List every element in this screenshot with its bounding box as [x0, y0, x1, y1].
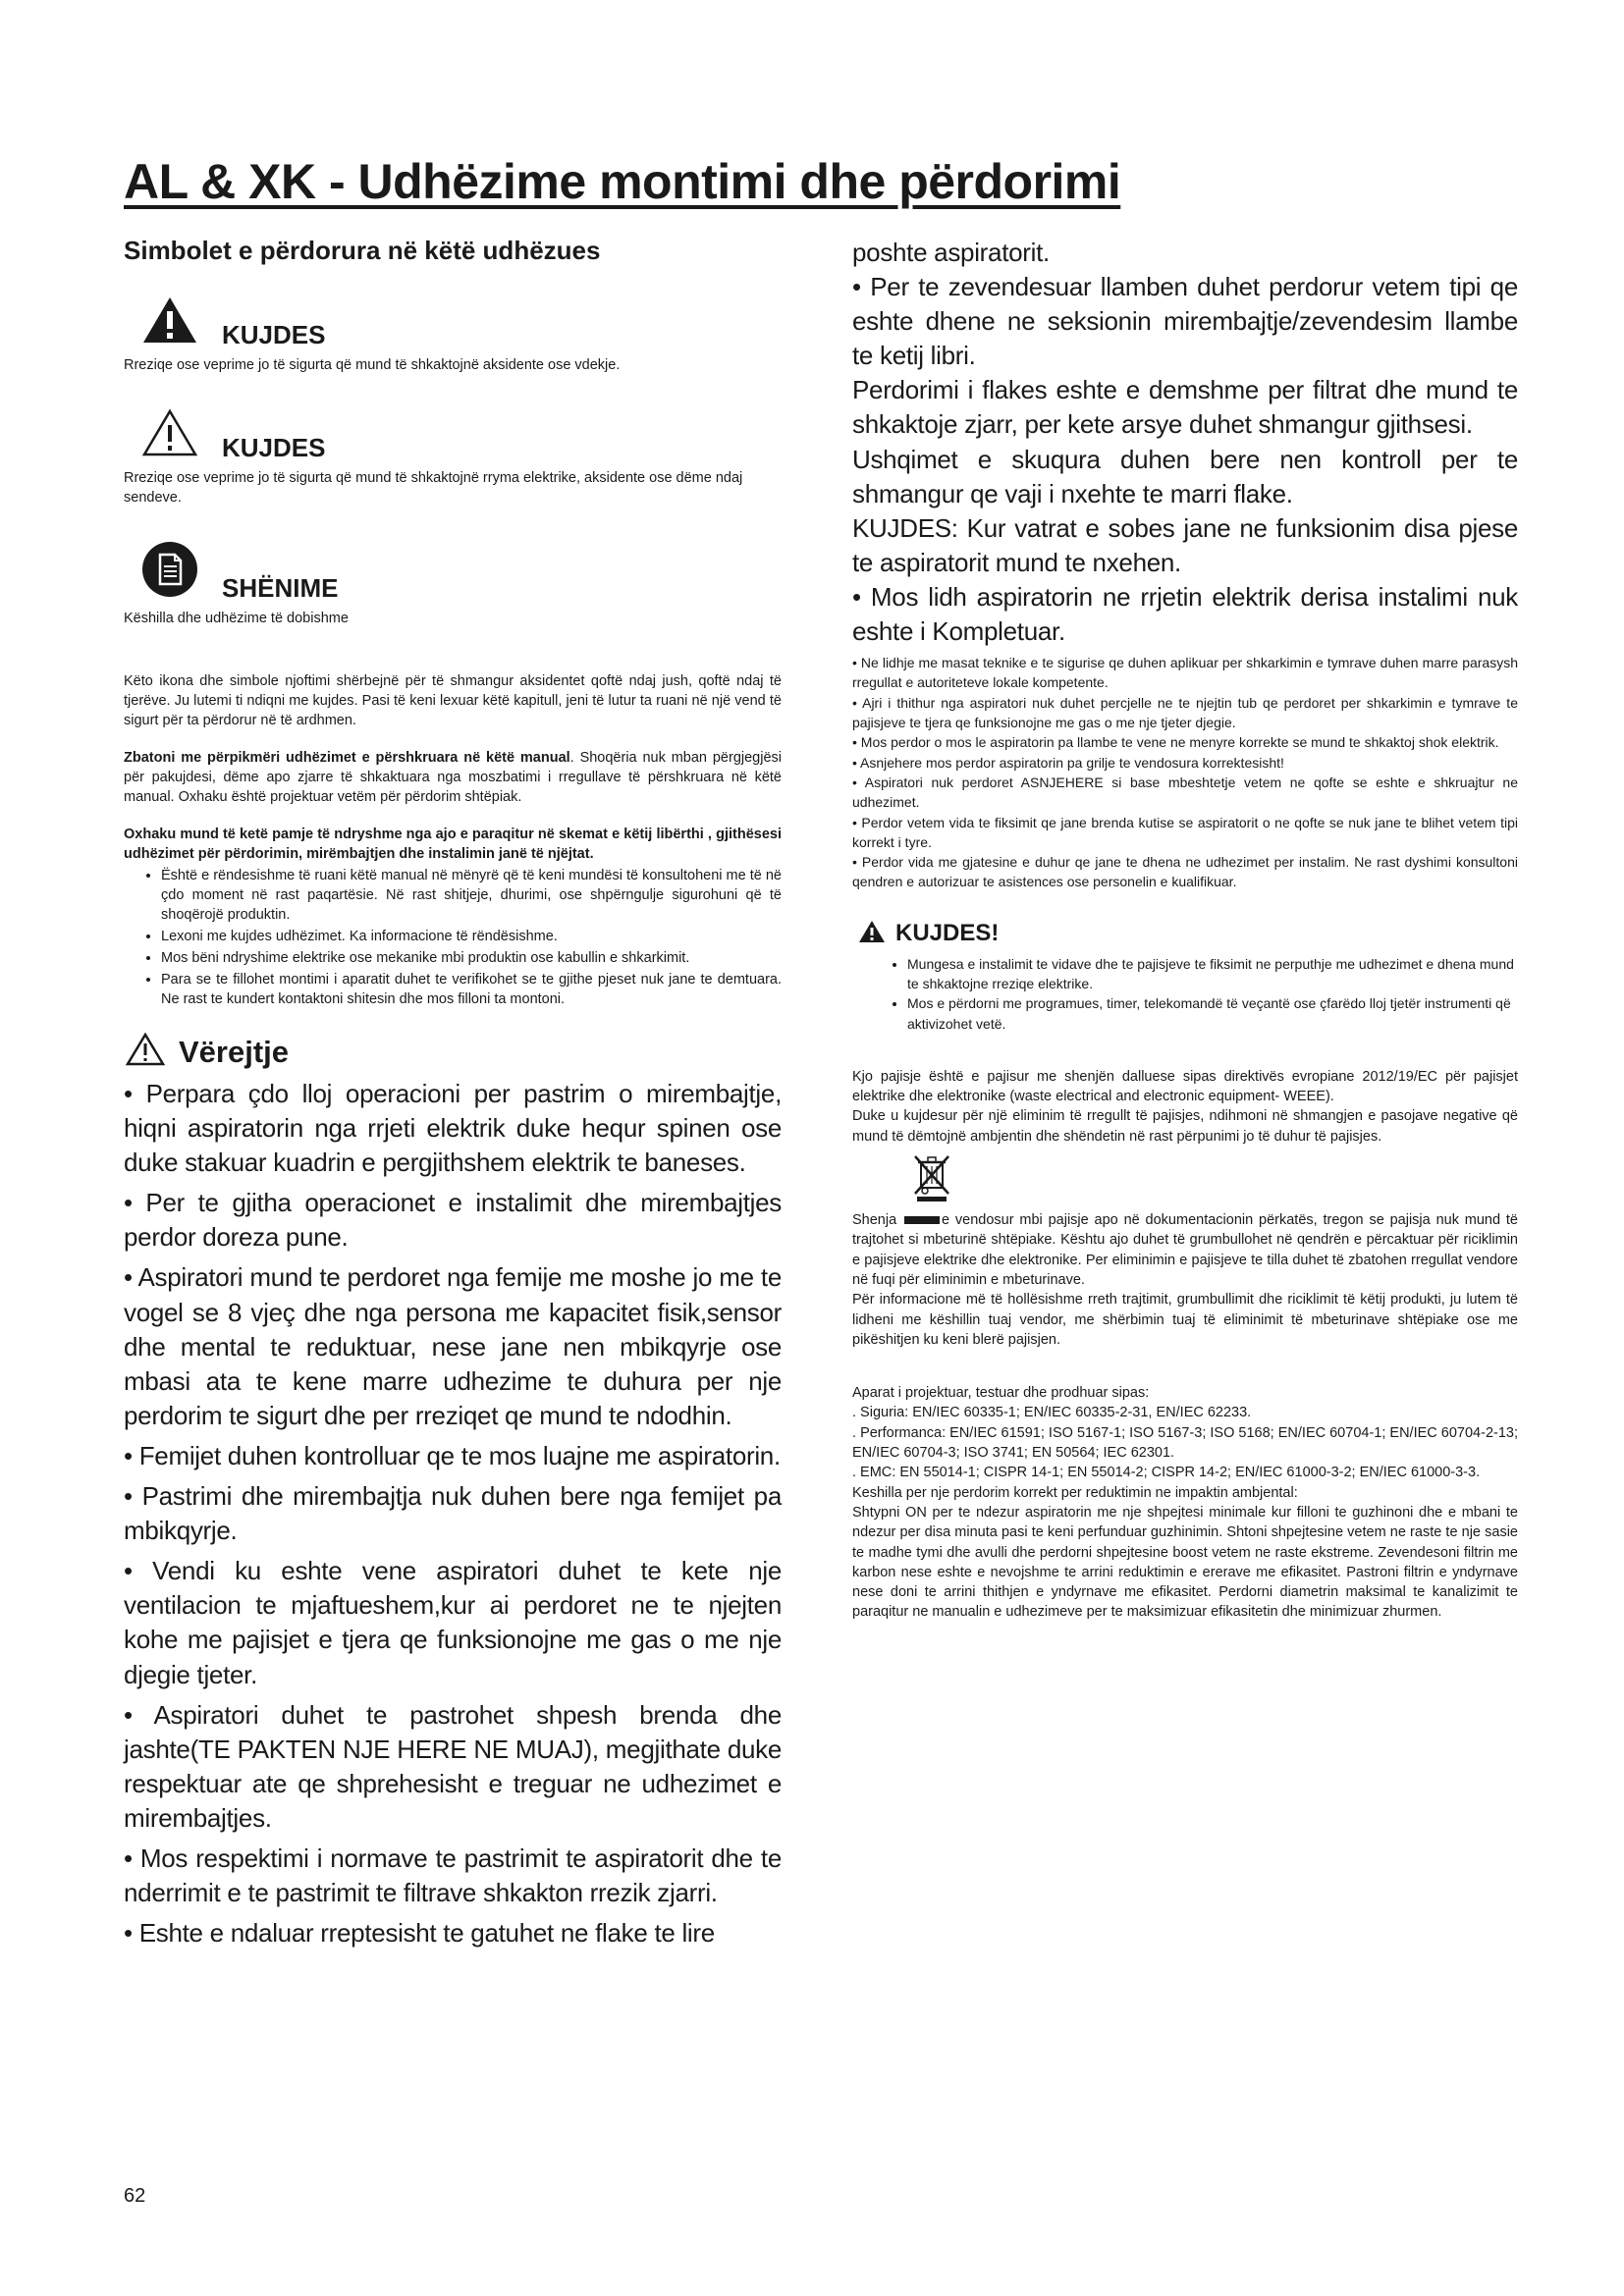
standards-line: . EMC: EN 55014-1; CISPR 14-1; EN 55014-2; CISPR 14-2; EN/IEC 61000-3-2; EN/IEC 61000-3-3. — [852, 1465, 1481, 1481]
informacione-paragraph: Për informacione më të hollësishme rreth trajtimit, grumbullimit dhe riciklimit të këtij produkti, ju lutem të lidheni me këshillin tuaj vendor, me shërbimin tuaj të eliminimit të mbeturinave shtëpiake ose me pikëshitjen ku keni blerë pajisjen. — [852, 1292, 1518, 1348]
right-big-text — [852, 236, 1518, 649]
big-paragraph: Perdorimi i flakes eshte e demshme per filtrat dhe mund te shkaktoje zjarr, per kete arsye duhet shmangur gjithsesi. — [852, 375, 1518, 440]
verejtje-item: • Pastrimi dhe mirembajtja nuk duhen bere nga femijet pa mbikqyrje. — [124, 1481, 782, 1546]
mid-paragraph: • Mos perdor o mos le aspiratorin pa llambe te vene ne menyre korrekte se mund te shkaktoj shok elektrik. — [852, 734, 1499, 751]
mid-paragraph: • Perdor vida me gjatesine e duhur qe jane te dhena ne udhezimet per instalim. Ne rast dyshimi konsultoni qendren e autorizuar te asistences ose personelin e kualifikuar. — [852, 854, 1518, 890]
note-document-icon — [141, 541, 198, 603]
left-column — [124, 236, 782, 1956]
warning-outline-icon — [126, 1033, 165, 1071]
small-bullet-list — [124, 866, 782, 1009]
notice-danger — [124, 295, 782, 375]
verejtje-body — [124, 1077, 782, 1950]
kujdes-section-title: KUJDES! — [895, 920, 1000, 947]
mid-paragraph: • Perdor vetem vida te fiksimit qe jane brenda kutise se aspiratorit o ne qofte se nuk jane te blihet vetem tipi korrekt i tyre. — [852, 814, 1518, 850]
notice-notes-text: Këshilla dhe udhëzime të dobishme — [124, 611, 349, 626]
right-mid-text — [852, 653, 1518, 892]
verejtje-item: • Mos respektimi i normave te pastrimit te aspiratorit dhe te nderrimit e te pastrimit te filtrave shkakton rrezik zjarri. — [124, 1842, 782, 1908]
notice-electric-text: Rreziqe ose veprime jo të sigurta që mund të shkaktojnë rryma elektrike, aksidente ose dëme ndaj sendeve. — [124, 470, 743, 506]
warning-filled-icon — [858, 920, 886, 948]
standards-line: Aparat i projektuar, testuar dhe prodhuar sipas: — [852, 1385, 1150, 1402]
standards-line: . Performanca: EN/IEC 61591; ISO 5167-1; ISO 5167-3; ISO 5168; EN/IEC 60704-1; EN/IEC 60704-2-13; EN/IEC 60704-3; ISO 3741; EN 50564; IEC 62301. — [852, 1424, 1518, 1462]
right-column — [852, 236, 1518, 1623]
black-bar-mark — [904, 1216, 940, 1224]
list-item: • Mos e përdorni me programues, timer, telekomandë të veçantë ose çfarëdo lloj tjetër instrumenti që aktivizohet vetë. — [907, 993, 1518, 1034]
verejtje-item: • Aspiratori mund te perdoret nga femije me moshe jo me te vogel se 8 vjeç dhe nga persona me kapacitet fisik,sensor dhe mental te reduktuar, nese jane nen mbikqyrje ose mbasi ata te kene marre udhezime te duhura per nje perdorim te sigurt dhe per rreziqet qe mund te ndodhin. — [124, 1262, 782, 1430]
zbatoni-paragraph — [124, 748, 782, 807]
zbatoni-bold: Zbatoni me përpikmëri udhëzimet e përshkruara në këtë manual — [124, 750, 570, 766]
notice-notes — [124, 541, 782, 628]
mid-paragraph: • Ajri i thithur nga aspiratori nuk duhet percjelle ne te njejtin tub qe perdoret per shkarkimin e tymrave te pajisjeve te tjera qe funksionojne me gas o me nje tjeter djegie. — [852, 694, 1518, 731]
standards-line: . Siguria: EN/IEC 60335-1; EN/IEC 60335-2-31, EN/IEC 62233. — [852, 1405, 1252, 1421]
notice-danger-text: Rreziqe ose veprime jo të sigurta që mund të shkaktojnë aksidente ose vdekje. — [124, 357, 621, 373]
big-paragraph: Ushqimet e skuqura duhen bere nen kontroll per te shmangur qe vaji i nxehte te marri flake. — [852, 444, 1518, 508]
shenja-paragraph: Shenja e vendosur mbi pajisje apo në dokumentacionin përkatës, tregon se pajisja nuk mund të trajtohet si mbeturinë shtëpiake. Kështu ajo duhet të grumbullohet në qendrën e përcaktuar për riciklimin e pajisjeve elektrike dhe elektronike. Per eliminimin e pajisjeve te tilla duhet të zbatohen rregullat vendore në fuqi për eliminimin e mbeturinave. — [852, 1212, 1518, 1288]
notice-danger-title: KUJDES — [222, 320, 326, 349]
weee-block — [852, 1067, 1518, 1623]
symbols-heading: Simbolet e përdorura në këtë udhëzues — [124, 236, 601, 265]
big-paragraph: • Mos lidh aspiratorin ne rrjetin elektrik derisa instalimi nuk eshte i Kompletuar. — [852, 581, 1518, 647]
verejtje-title: Vërejtje — [179, 1034, 290, 1069]
weee-paragraph: Kjo pajisje është e pajisur me shenjën dalluese sipas direktivës evropiane 2012/19/EC për pajisjet elektrike dhe elektronike (waste electrical and electronic equipment- WEEE). — [852, 1068, 1518, 1105]
big-paragraph: poshte aspiratorit. — [852, 238, 1050, 267]
big-paragraph: • Per te zevendesuar llamben duhet perdorur vetem tipi qe eshte dhene ne seksionin mirembajtje/zevendesim llambe te ketij libri. — [852, 272, 1518, 371]
warning-filled-icon — [141, 295, 198, 349]
big-paragraph: KUJDES: Kur vatrat e sobes jane ne funksionim disa pjese te aspiratorit mund te nxehen. — [852, 512, 1518, 577]
verejtje-item: • Aspiratori duhet te pastrohet shpesh brenda dhe jashte(TE PAKTEN NJE HERE NE MUAJ), megjithate duke respektuar ate qe shprehesisht e treguar ne udhezimet e mirembajtjes. — [124, 1699, 782, 1833]
verejtje-item: • Eshte e ndaluar rreptesisht te gatuhet ne flake te lire — [124, 1918, 715, 1949]
zbatoni-rest: . Shoqëria nuk mban përgjegjësi për pakujdesi, dëme apo zjarre të shkaktuara nga moszbatimi i rregullave të përshkruara në këtë manual. Oxhaku është projektuar vetëm për përdorim shtëpiak. — [124, 750, 782, 805]
standards-line: Keshilla per nje perdorim korrekt per reduktimin ne impaktin ambjental: — [852, 1484, 1298, 1501]
warning-outline-icon — [141, 408, 198, 462]
list-item: • Mungesa e instalimit te vidave dhe te pajisjeve te fiksimit ne perputhje me udhezimet e dhena mund te shkaktojne rreziqe elektrike. — [907, 954, 1518, 994]
intro-paragraph: Këto ikona dhe simbole njoftimi shërbejnë për të shmangur aksidentet qoftë ndaj jush, qoftë ndaj të tjerëve. Ju lutemi ti ndiqni me kujdes. Pasi të keni lexuar këtë kapitull, jeni të lutur ta ruani në një vend të sigurt për ta përdorur në të ardhmen. — [124, 673, 782, 728]
notice-electric — [124, 408, 782, 507]
page-title: AL & XK - Udhëzime montimi dhe përdorimi — [124, 154, 1121, 209]
list-item: • Mos bëni ndryshime elektrike ose mekanike mbi produktin ose kabullin e shkarkimit. — [161, 948, 782, 968]
verejtje-header — [126, 1033, 782, 1071]
verejtje-item: • Femijet duhen kontrolluar qe te mos luajne me aspiratorin. — [124, 1440, 781, 1470]
notice-notes-title: SHËNIME — [222, 573, 339, 603]
list-item: • Lexoni me kujdes udhëzimet. Ka informacione të rëndësishme. — [161, 927, 782, 946]
standards-line: Shtypni ON per te ndezur aspiratorin me nje shpejtesi minimale kur filloni te guzhinoni dhe e mbani te ndezur per disa minuta pasi te keni perfunduar guzhinimin. Shtoni shpejtesine vetem ne raste te nje sasie te madhe tymi dhe avulli dhe perdorni shpejtesine boost vetem ne raste ekstreme. Zevendesoni filtrin me karbon nese eshte e nevojshme te arrini reduktimin e ererave me efikasitet. Pastroni filtrin e yndyrnave nese doni te arrini thithjen e yndyrnave me efikasitet. Perdorni diametrin maksimal te kanalizimit te paraqitur ne manualin e udhezimeve per te maksimizuar efikasitetin dhe minimizuar zhurmen. — [852, 1504, 1518, 1621]
kujdes-section-header — [858, 920, 1518, 948]
mid-paragraph: • Aspiratori nuk perdoret ASNJEHERE si base mbeshtetje vetem ne qofte se eshte e shkruajtur ne udhezimet. — [852, 774, 1518, 811]
verejtje-item: • Perpara çdo lloj operacioni per pastrim o mirembajtje, hiqni aspiratorin nga rrjeti elektrik duke hequr spinen ose duke stakuar kuadrin e pergjithshem elektrik te baneses. — [124, 1079, 782, 1178]
notice-electric-title: KUJDES — [222, 433, 326, 462]
list-item: • Para se te fillohet montimi i aparatit duhet te verifikohet se te gjithe pjeset nuk jane te demtuara. Ne rast te kundert kontaktoni shitesin dhe mos filloni ta montoni. — [161, 970, 782, 1009]
list-item: • Është e rëndesishme të ruani këtë manual në mënyrë që të keni mundësi të konsultoheni me të në çdo moment në rast paqartësie. Në rast shitjeje, dhurimi, ose shpërngulje sigurohuni që të shoqërojë produktin. — [161, 866, 782, 925]
kujdes-list — [852, 954, 1518, 1034]
mid-paragraph: • Ne lidhje me masat teknike e te sigurise qe duhen aplikuar per shkarkimin e tymrave duhen marre parasysh rregullat e autoriteteve lokale kompetente. — [852, 655, 1518, 691]
verejtje-item: • Per te gjitha operacionet e instalimit dhe mirembajtjes perdor doreza pune. — [124, 1188, 782, 1253]
page-number: 62 — [124, 2185, 146, 2207]
weee-paragraph: Duke u kujdesur për një eliminim të rregullt të pajisjes, ndihmoni në shmangjen e pasojave negative që mund të dëmtojnë ambjentin dhe shëndetin në rast përpunimi jo të duhur të pajisjes. — [852, 1108, 1518, 1145]
verejtje-item: • Vendi ku eshte vene aspiratori duhet te kete nje ventilacion te mjaftueshem,kur ai perdoret ne te njejten kohe me pajisjet e tjera qe funksionojne me gas o me nje djegie tjeter. — [124, 1556, 782, 1689]
mid-paragraph: • Asnjehere mos perdor aspiratorin pa grilje te vendosura korrektesisht! — [852, 754, 1284, 771]
oxhaku-paragraph: Oxhaku mund të ketë pamje të ndryshme nga ajo e paraqitur në skemat e këtij libërthi , gjithësesi udhëzimet për përdorimin, mirëmbajtjen dhe instalimin janë të njëjtat. — [124, 827, 782, 862]
crossed-bin-icon — [911, 1152, 1518, 1206]
